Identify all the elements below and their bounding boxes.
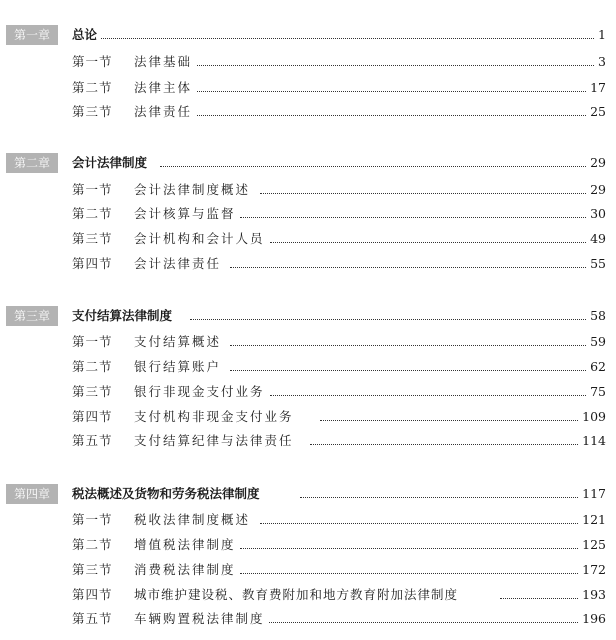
- page-number: 193: [579, 584, 606, 606]
- chapter-title: 税法概述及货物和劳务税法律制度: [72, 483, 264, 505]
- section-row[interactable]: [0, 51, 616, 73]
- section-number: 第四节: [72, 256, 113, 271]
- section-row[interactable]: [0, 331, 616, 353]
- dot-leader: [240, 217, 602, 218]
- dot-leader: [240, 548, 602, 549]
- chapter-badge: 第四章: [6, 484, 58, 504]
- chapter-row[interactable]: [0, 483, 616, 505]
- section-number: 第三节: [72, 104, 113, 119]
- dot-leader: [180, 115, 602, 116]
- section-row[interactable]: [0, 509, 616, 531]
- page-number: 125: [579, 534, 606, 556]
- page-number: 29: [587, 152, 606, 174]
- section-number: 第一节: [72, 54, 113, 69]
- chapter-title: 会计法律制度: [72, 152, 151, 174]
- page-number: 62: [587, 356, 606, 378]
- section-number: 第二节: [72, 80, 113, 95]
- section-title: 支付结算纪律与法律责任: [134, 430, 298, 452]
- section-row[interactable]: [0, 534, 616, 556]
- section-row[interactable]: [0, 430, 616, 452]
- section-title: 税收法律制度概述: [134, 509, 254, 531]
- section-title: 法律基础: [134, 51, 196, 73]
- page-number: 196: [579, 608, 606, 630]
- section-title: 会计法律制度概述: [134, 179, 254, 201]
- section-row[interactable]: [0, 381, 616, 403]
- section-number: 第五节: [72, 611, 113, 626]
- section-number: 第三节: [72, 562, 113, 577]
- page-number: 109: [579, 406, 606, 428]
- section-row[interactable]: [0, 253, 616, 275]
- page-number: 121: [579, 509, 606, 531]
- section-title: 会计机构和会计人员: [134, 228, 269, 250]
- section-title: 会计核算与监督: [134, 203, 240, 225]
- section-number: 第二节: [72, 206, 113, 221]
- section-number: 第二节: [72, 537, 113, 552]
- section-title: 增值税法律制度: [134, 534, 240, 556]
- section-row[interactable]: [0, 356, 616, 378]
- section-title: 城市维护建设税、教育费附加和地方教育附加法律制度: [134, 584, 462, 606]
- section-number: 第二节: [72, 359, 113, 374]
- chapter-badge: 第一章: [6, 25, 58, 45]
- section-title: 法律责任: [134, 101, 196, 123]
- section-row[interactable]: [0, 203, 616, 225]
- section-number: 第三节: [72, 231, 113, 246]
- dot-leader: [310, 444, 602, 445]
- page-number: 59: [587, 331, 606, 353]
- page-number: 25: [587, 101, 606, 123]
- dot-leader: [230, 370, 602, 371]
- chapter-row[interactable]: [0, 305, 616, 327]
- chapter-title: 支付结算法律制度: [72, 305, 176, 327]
- dot-leader: [190, 319, 602, 320]
- section-title: 支付机构非现金支付业务: [134, 406, 298, 428]
- dot-leader: [260, 622, 602, 623]
- dot-leader: [100, 38, 602, 39]
- page-number: 55: [587, 253, 606, 275]
- dot-leader: [270, 242, 602, 243]
- page-number: 75: [587, 381, 606, 403]
- section-row[interactable]: [0, 559, 616, 581]
- page-number: 117: [579, 483, 606, 505]
- section-row[interactable]: [0, 179, 616, 201]
- section-number: 第一节: [72, 334, 113, 349]
- chapter-row[interactable]: [0, 152, 616, 174]
- section-number: 第五节: [72, 433, 113, 448]
- section-row[interactable]: [0, 406, 616, 428]
- chapter-row[interactable]: [0, 24, 616, 46]
- dot-leader: [300, 497, 602, 498]
- section-number: 第一节: [72, 182, 113, 197]
- dot-leader: [160, 166, 602, 167]
- dot-leader: [230, 345, 602, 346]
- section-title: 消费税法律制度: [134, 559, 240, 581]
- page-number: 114: [579, 430, 606, 452]
- page-number: 30: [587, 203, 606, 225]
- section-row[interactable]: [0, 101, 616, 123]
- dot-leader: [270, 395, 602, 396]
- page-number: 17: [587, 77, 606, 99]
- page-number: 58: [587, 305, 606, 327]
- section-title: 支付结算概述: [134, 331, 225, 353]
- page-number: 3: [595, 51, 606, 73]
- dot-leader: [180, 65, 602, 66]
- section-title: 会计法律责任: [134, 253, 225, 275]
- section-number: 第三节: [72, 384, 113, 399]
- section-number: 第四节: [72, 587, 113, 602]
- dot-leader: [260, 193, 602, 194]
- section-row[interactable]: [0, 608, 616, 630]
- section-title: 法律主体: [134, 77, 196, 99]
- dot-leader: [260, 523, 602, 524]
- page-number: 49: [587, 228, 606, 250]
- section-title: 银行非现金支付业务: [134, 381, 269, 403]
- dot-leader: [320, 420, 602, 421]
- section-row[interactable]: [0, 584, 616, 606]
- section-title: 银行结算账户: [134, 356, 225, 378]
- page-number: 172: [579, 559, 606, 581]
- chapter-badge: 第三章: [6, 306, 58, 326]
- page-number: 1: [595, 24, 606, 46]
- section-row[interactable]: [0, 228, 616, 250]
- section-number: 第一节: [72, 512, 113, 527]
- chapter-title: 总论: [72, 24, 101, 46]
- dot-leader: [230, 267, 602, 268]
- section-title: 车辆购置税法律制度: [134, 608, 269, 630]
- chapter-badge: 第二章: [6, 153, 58, 173]
- section-number: 第四节: [72, 409, 113, 424]
- page-number: 29: [587, 179, 606, 201]
- section-row[interactable]: [0, 77, 616, 99]
- dot-leader: [240, 573, 602, 574]
- dot-leader: [180, 91, 602, 92]
